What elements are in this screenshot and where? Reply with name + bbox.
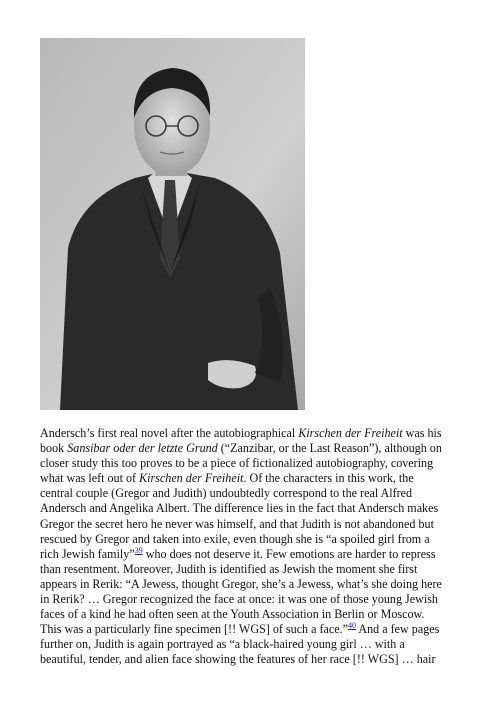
text-line: Andersch’s first real novel after the autobiographical Kirschen der Freiheit was his — [40, 426, 442, 440]
text-line: than resentment. Moreover, Judith is identified as Jewish the moment she first — [40, 561, 418, 576]
text-line: in Rerik? … Gregor recognized the face at once: it was one of those young Jewish — [40, 592, 438, 607]
text-line: rich Jewish family”$^{39}$ who does not deserve it. Few emotions are harder to repress — [40, 545, 436, 561]
text-line: further on, Judith is again portrayed as “a black-haired young girl … with a — [40, 637, 405, 652]
text-line: faces of a kind he had often seen at the Youth Association in Berlin or Moscow. — [40, 607, 425, 622]
footnote-link-40[interactable]: 40 — [348, 621, 357, 631]
text-line: Andersch and Angelika Albert. The difference lies in the fact that Andersch makes — [40, 501, 439, 516]
book-title: Kirschen der Freiheit — [298, 426, 403, 440]
text-line: beautiful, tender, and alien face showing the features of her race [!! WGS] … hair — [40, 652, 436, 667]
text-line: Gregor the secret hero he never was himself, and that Judith is not abandoned but — [40, 516, 434, 531]
text-line: rescued by Gregor and taken into exile, even though she is “a spoiled girl from a — [40, 531, 430, 546]
portrait-image — [40, 38, 305, 410]
text-line: central couple (Gregor and Judith) undoubtedly correspond to the real Alfred — [40, 486, 413, 501]
body-paragraph — [40, 426, 462, 668]
footnote-link-39[interactable]: 39 — [134, 545, 143, 555]
book-title: Kirschen der Freiheit — [139, 471, 244, 486]
book-title: Sansibar oder der letzte Grund — [67, 441, 218, 456]
text-line: This was a particularly fine specimen [!! WGS] of such a face.”$^{40}$ And a few pages — [40, 621, 440, 637]
text-line: appears in Rerik: “A Jewess, thought Gregor, she’s a Jewess, what’s she doing here — [40, 576, 442, 591]
text-line: book Sansibar oder der letzte Grund (“Zanzibar, or the Last Reason”), although on — [40, 441, 442, 456]
text-line: closer study this too proves to be a piece of fictionalized autobiography, covering — [40, 456, 434, 471]
portrait-photo — [40, 38, 305, 410]
text-line: what was left out of Kirschen der Freiheit. Of the characters in this work, the — [40, 471, 414, 486]
